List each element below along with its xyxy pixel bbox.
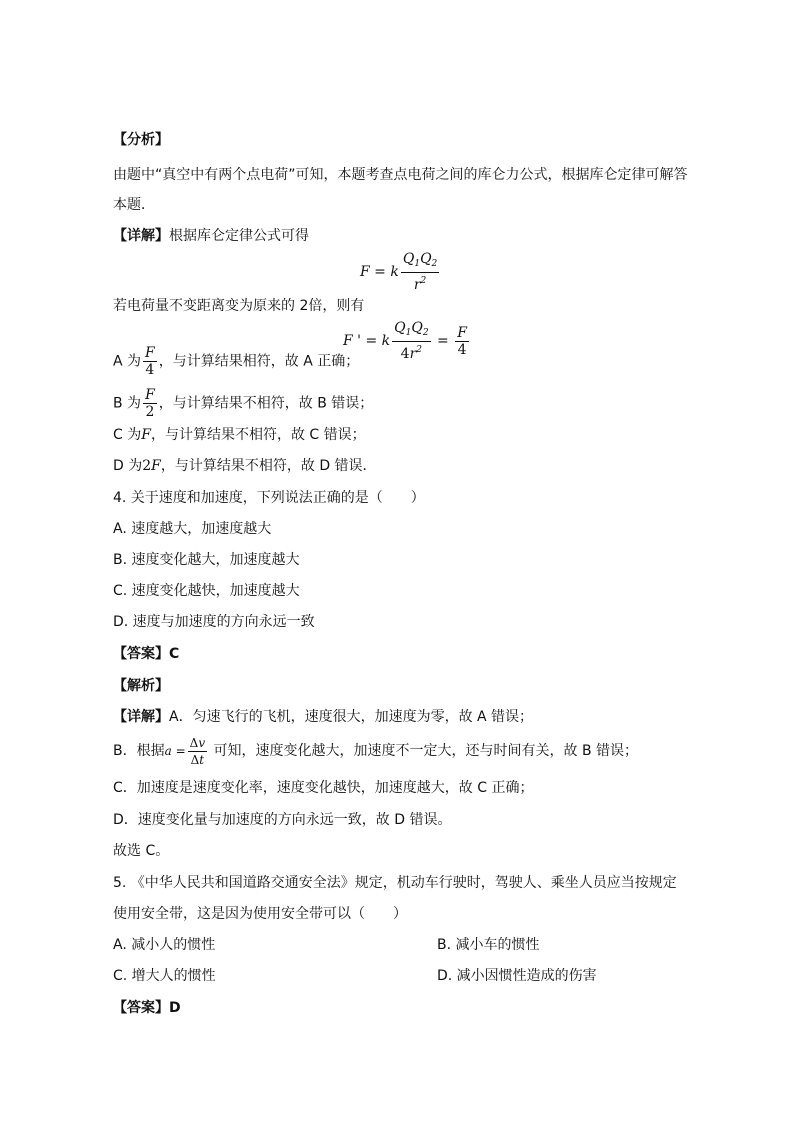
question-5-option-c: C. 增大人的惯性 bbox=[113, 968, 216, 984]
question-5-answer: 【答案】D bbox=[113, 1000, 181, 1016]
analysis-text-line2: 本题． bbox=[113, 197, 155, 213]
option-c-analysis: C 为F，与计算结果不相符，故 C 错误； bbox=[113, 427, 366, 443]
question-4-detail-b: B．根据a = $\frac{\Delta v}{\Delta t}$ 可知，速度变化越大，加速度不一定大，还与时间有关，故 B 错误； bbox=[113, 735, 639, 767]
question-4-option-c: C. 速度变化越快，加速度越大 bbox=[113, 583, 300, 599]
option-d-analysis: D 为2F，与计算结果不相符，故 D 错误． bbox=[113, 458, 377, 474]
analysis-tag: 【分析】 bbox=[113, 132, 169, 148]
question-4-detail-a: 【详解】A．匀速飞行的飞机，速度很大，加速度为零，故 A 错误； bbox=[113, 709, 534, 725]
question-5-option-b: B. 减小车的惯性 bbox=[437, 937, 540, 953]
option-b-analysis: B 为 $\frac{F}{2}$ ，与计算结果不相符，故 B 错误； bbox=[113, 387, 374, 420]
question-4-detail-d: D．速度变化量与加速度的方向永远一致，故 D 错误。 bbox=[113, 812, 452, 828]
question-4-detail-c: C．加速度是速度变化率，速度变化越快，加速度越大，故 C 正确； bbox=[113, 780, 534, 796]
detail-tag: 【详解】 bbox=[113, 228, 169, 244]
question-5-stem-line2: 使用安全带，这是因为使用安全带可以（ ） bbox=[113, 906, 407, 922]
question-5-option-d: D. 减小因惯性造成的伤害 bbox=[437, 968, 597, 984]
question-5-stem-line1: 5. 《中华人民共和国道路交通安全法》规定，机动车行驶时，驾驶人、乘坐人员应当按规定 bbox=[113, 875, 677, 891]
detail-line bbox=[113, 226, 309, 246]
question-4-conclusion: 故选 C。 bbox=[113, 843, 170, 859]
question-4-answer: 【答案】C bbox=[113, 646, 180, 662]
analysis-text-line1: 由题中“真空中有两个点电荷”可知，本题考查点电荷之间的库仑力公式，根据库仑定律可解答 bbox=[113, 167, 688, 183]
question-4-option-a: A. 速度越大，加速度越大 bbox=[113, 521, 272, 537]
question-4-option-d: D. 速度与加速度的方向永远一致 bbox=[113, 614, 315, 630]
option-a-analysis: A 为 $\frac{F}{4}$ ，与计算结果相符，故 A 正确； bbox=[113, 345, 360, 378]
condition-text: 若电荷量不变距离变为原来的 2倍，则有 bbox=[113, 298, 365, 314]
question-4-stem: 4. 关于速度和加速度，下列说法正确的是（ ） bbox=[113, 490, 425, 506]
question-5-option-a: A. 减小人的惯性 bbox=[113, 937, 216, 953]
modified-coulomb-formula: F ' = k $\frac{Q_1Q_2}{4r^2}$ = $\frac{F}{4}$ bbox=[343, 320, 467, 362]
detail-text: 根据库仑定律公式可得 bbox=[169, 228, 309, 244]
question-4-explanation-tag: 【解析】 bbox=[113, 678, 169, 694]
coulomb-formula: F = k $\frac{Q_1Q_2}{r^2}$ bbox=[360, 251, 438, 293]
question-4-option-b: B. 速度变化越大，加速度越大 bbox=[113, 552, 300, 568]
